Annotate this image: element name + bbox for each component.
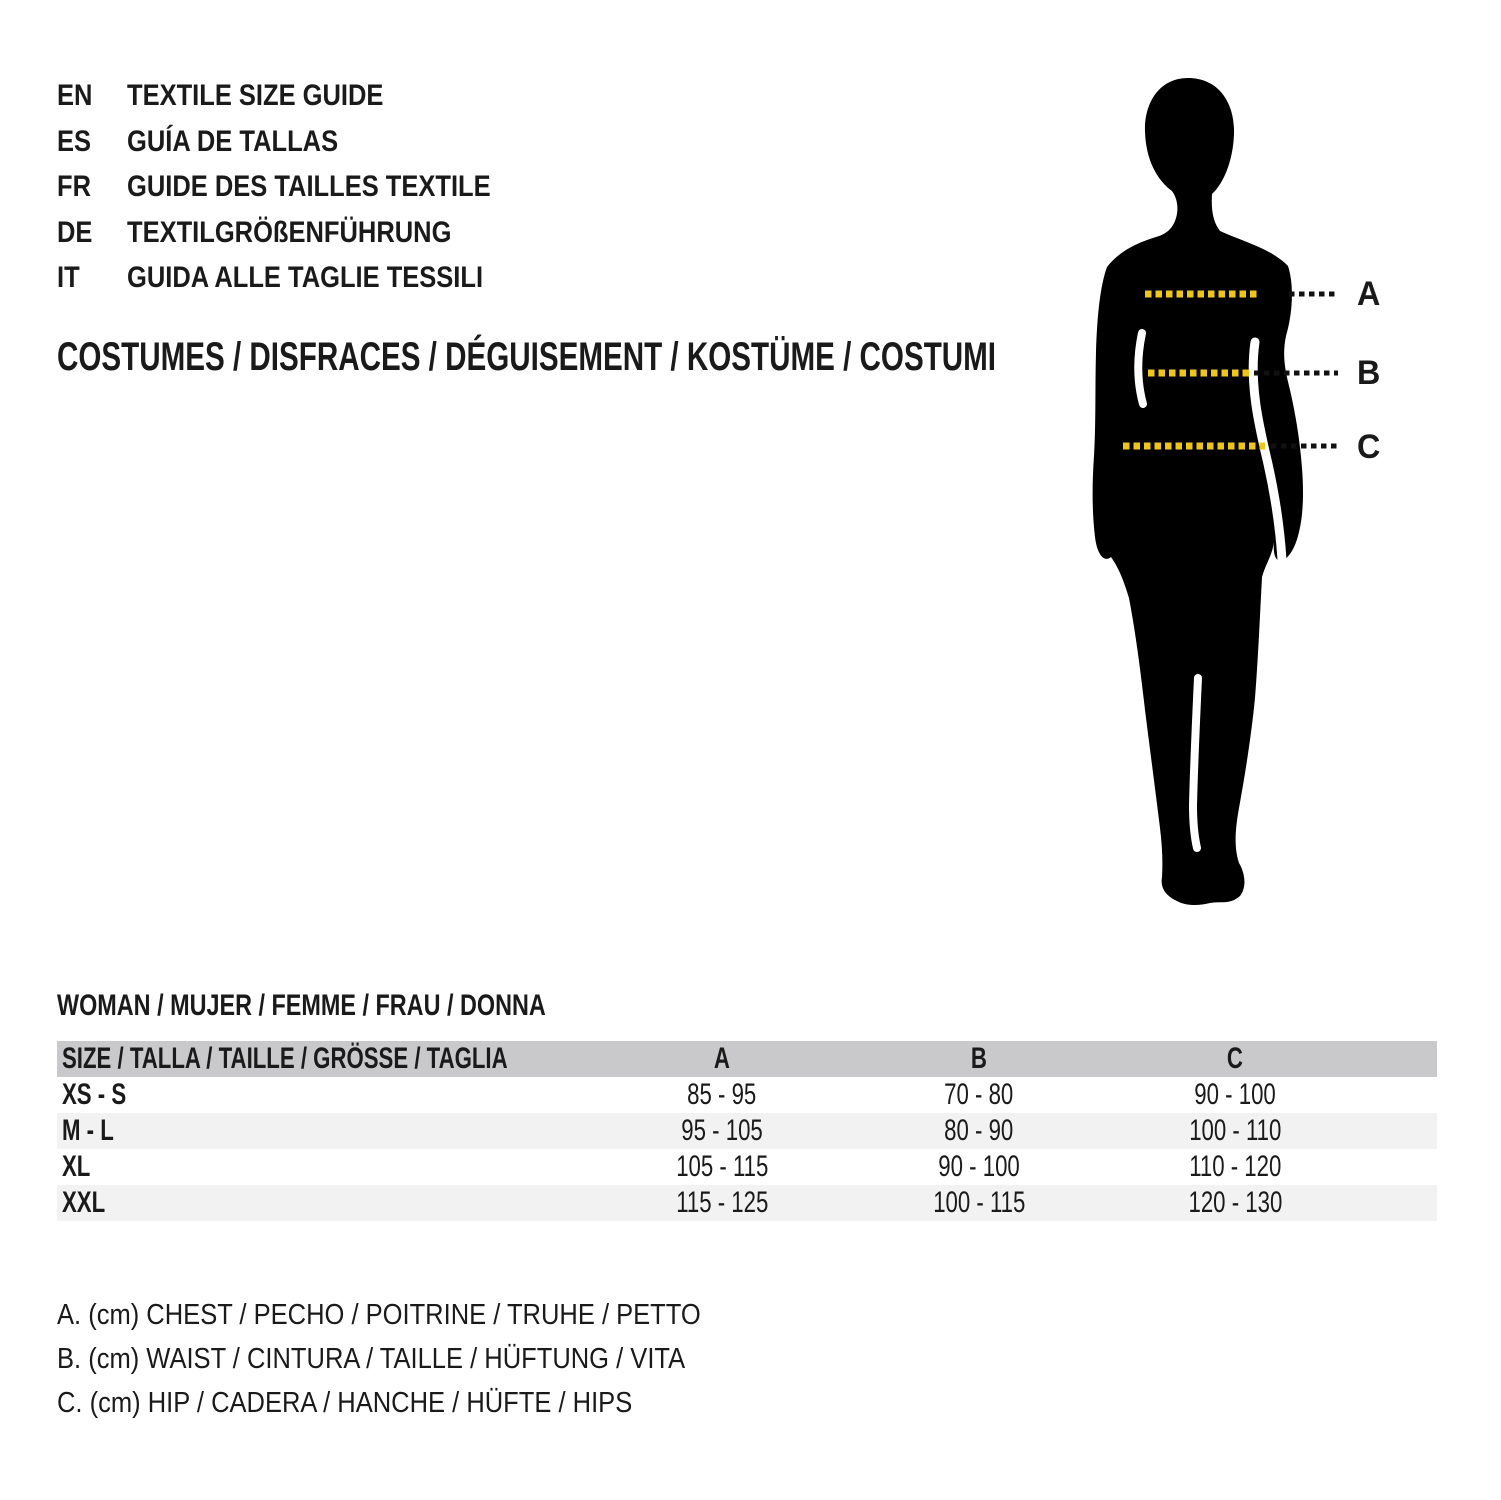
lang-code: EN: [57, 79, 93, 112]
value-a: 105 - 115: [675, 1150, 769, 1183]
value-a: 95 - 105: [681, 1114, 763, 1147]
lang-code: ES: [57, 124, 92, 158]
legend-line-chest: A. (cm) CHEST / PECHO / POITRINE / TRUHE / PETTO: [57, 1299, 701, 1331]
inner-leg-gap: [1193, 678, 1198, 848]
legend-line-hip: C. (cm) HIP / CADERA / HANCHE / HÜFTE / HIPS: [57, 1387, 633, 1419]
legend-line-waist: B. (cm) WAIST / CINTURA / TAILLE / HÜFTUNG / VITA: [57, 1343, 686, 1375]
value-b: 80 - 90: [944, 1114, 1014, 1147]
value-c: 110 - 120: [1188, 1150, 1282, 1183]
value-c: 100 - 110: [1188, 1114, 1282, 1147]
value-c: 90 - 100: [1194, 1078, 1276, 1111]
lang-label: TEXTILGRÖßENFÜHRUNG: [127, 215, 452, 249]
value-b: 70 - 80: [944, 1078, 1014, 1111]
header-filler: [1409, 1041, 1437, 1077]
marker-label-hip: C: [1357, 428, 1381, 466]
size-label: XXL: [62, 1186, 106, 1219]
row-filler: [1409, 1113, 1437, 1149]
woman-silhouette-figure: [1050, 60, 1450, 960]
value-c: 120 - 130: [1188, 1186, 1282, 1219]
row-filler: [1409, 1185, 1437, 1221]
column-header-a: A: [713, 1042, 731, 1075]
lang-label: GUIDA ALLE TAGLIE TESSILI: [127, 261, 484, 294]
size-table-header-row: [57, 1041, 1437, 1077]
value-a: 85 - 95: [687, 1078, 757, 1111]
value-b: 90 - 100: [938, 1150, 1020, 1183]
column-header-c: C: [1226, 1042, 1244, 1075]
marker-label-chest: A: [1357, 275, 1381, 313]
size-label: M - L: [62, 1114, 114, 1147]
marker-label-waist: B: [1357, 354, 1381, 392]
lang-code: IT: [57, 261, 80, 294]
value-b: 100 - 115: [932, 1186, 1026, 1219]
table-row-m-l: [57, 1113, 1437, 1149]
table-row-xs-s: [57, 1077, 1437, 1113]
row-filler: [1409, 1149, 1437, 1185]
size-column-header: SIZE / TALLA / TAILLE / GRÖSSE / TAGLIA: [62, 1042, 508, 1075]
column-header-b: B: [970, 1042, 988, 1075]
table-row-xxl: [57, 1185, 1437, 1221]
lang-label: GUIDE DES TAILLES TEXTILE: [127, 170, 491, 203]
woman-silhouette-svg: [1050, 60, 1450, 960]
table-row-xl: [57, 1149, 1437, 1185]
lang-label: GUÍA DE TALLAS: [127, 124, 339, 158]
lang-code: DE: [57, 215, 93, 249]
lang-label: TEXTILE SIZE GUIDE: [127, 79, 384, 112]
lang-code: FR: [57, 170, 91, 203]
section-heading-woman: WOMAN / MUJER / FEMME / FRAU / DONNA: [57, 989, 546, 1022]
measurement-legend: [57, 1293, 789, 1425]
size-table: [57, 1041, 1437, 1221]
size-label: XS - S: [62, 1078, 127, 1111]
category-heading: COSTUMES / DISFRACES / DÉGUISEMENT / KOSTÜME / COSTUMI: [57, 335, 997, 379]
value-a: 115 - 125: [675, 1186, 769, 1219]
size-label: XL: [62, 1150, 91, 1183]
row-filler: [1409, 1077, 1437, 1113]
